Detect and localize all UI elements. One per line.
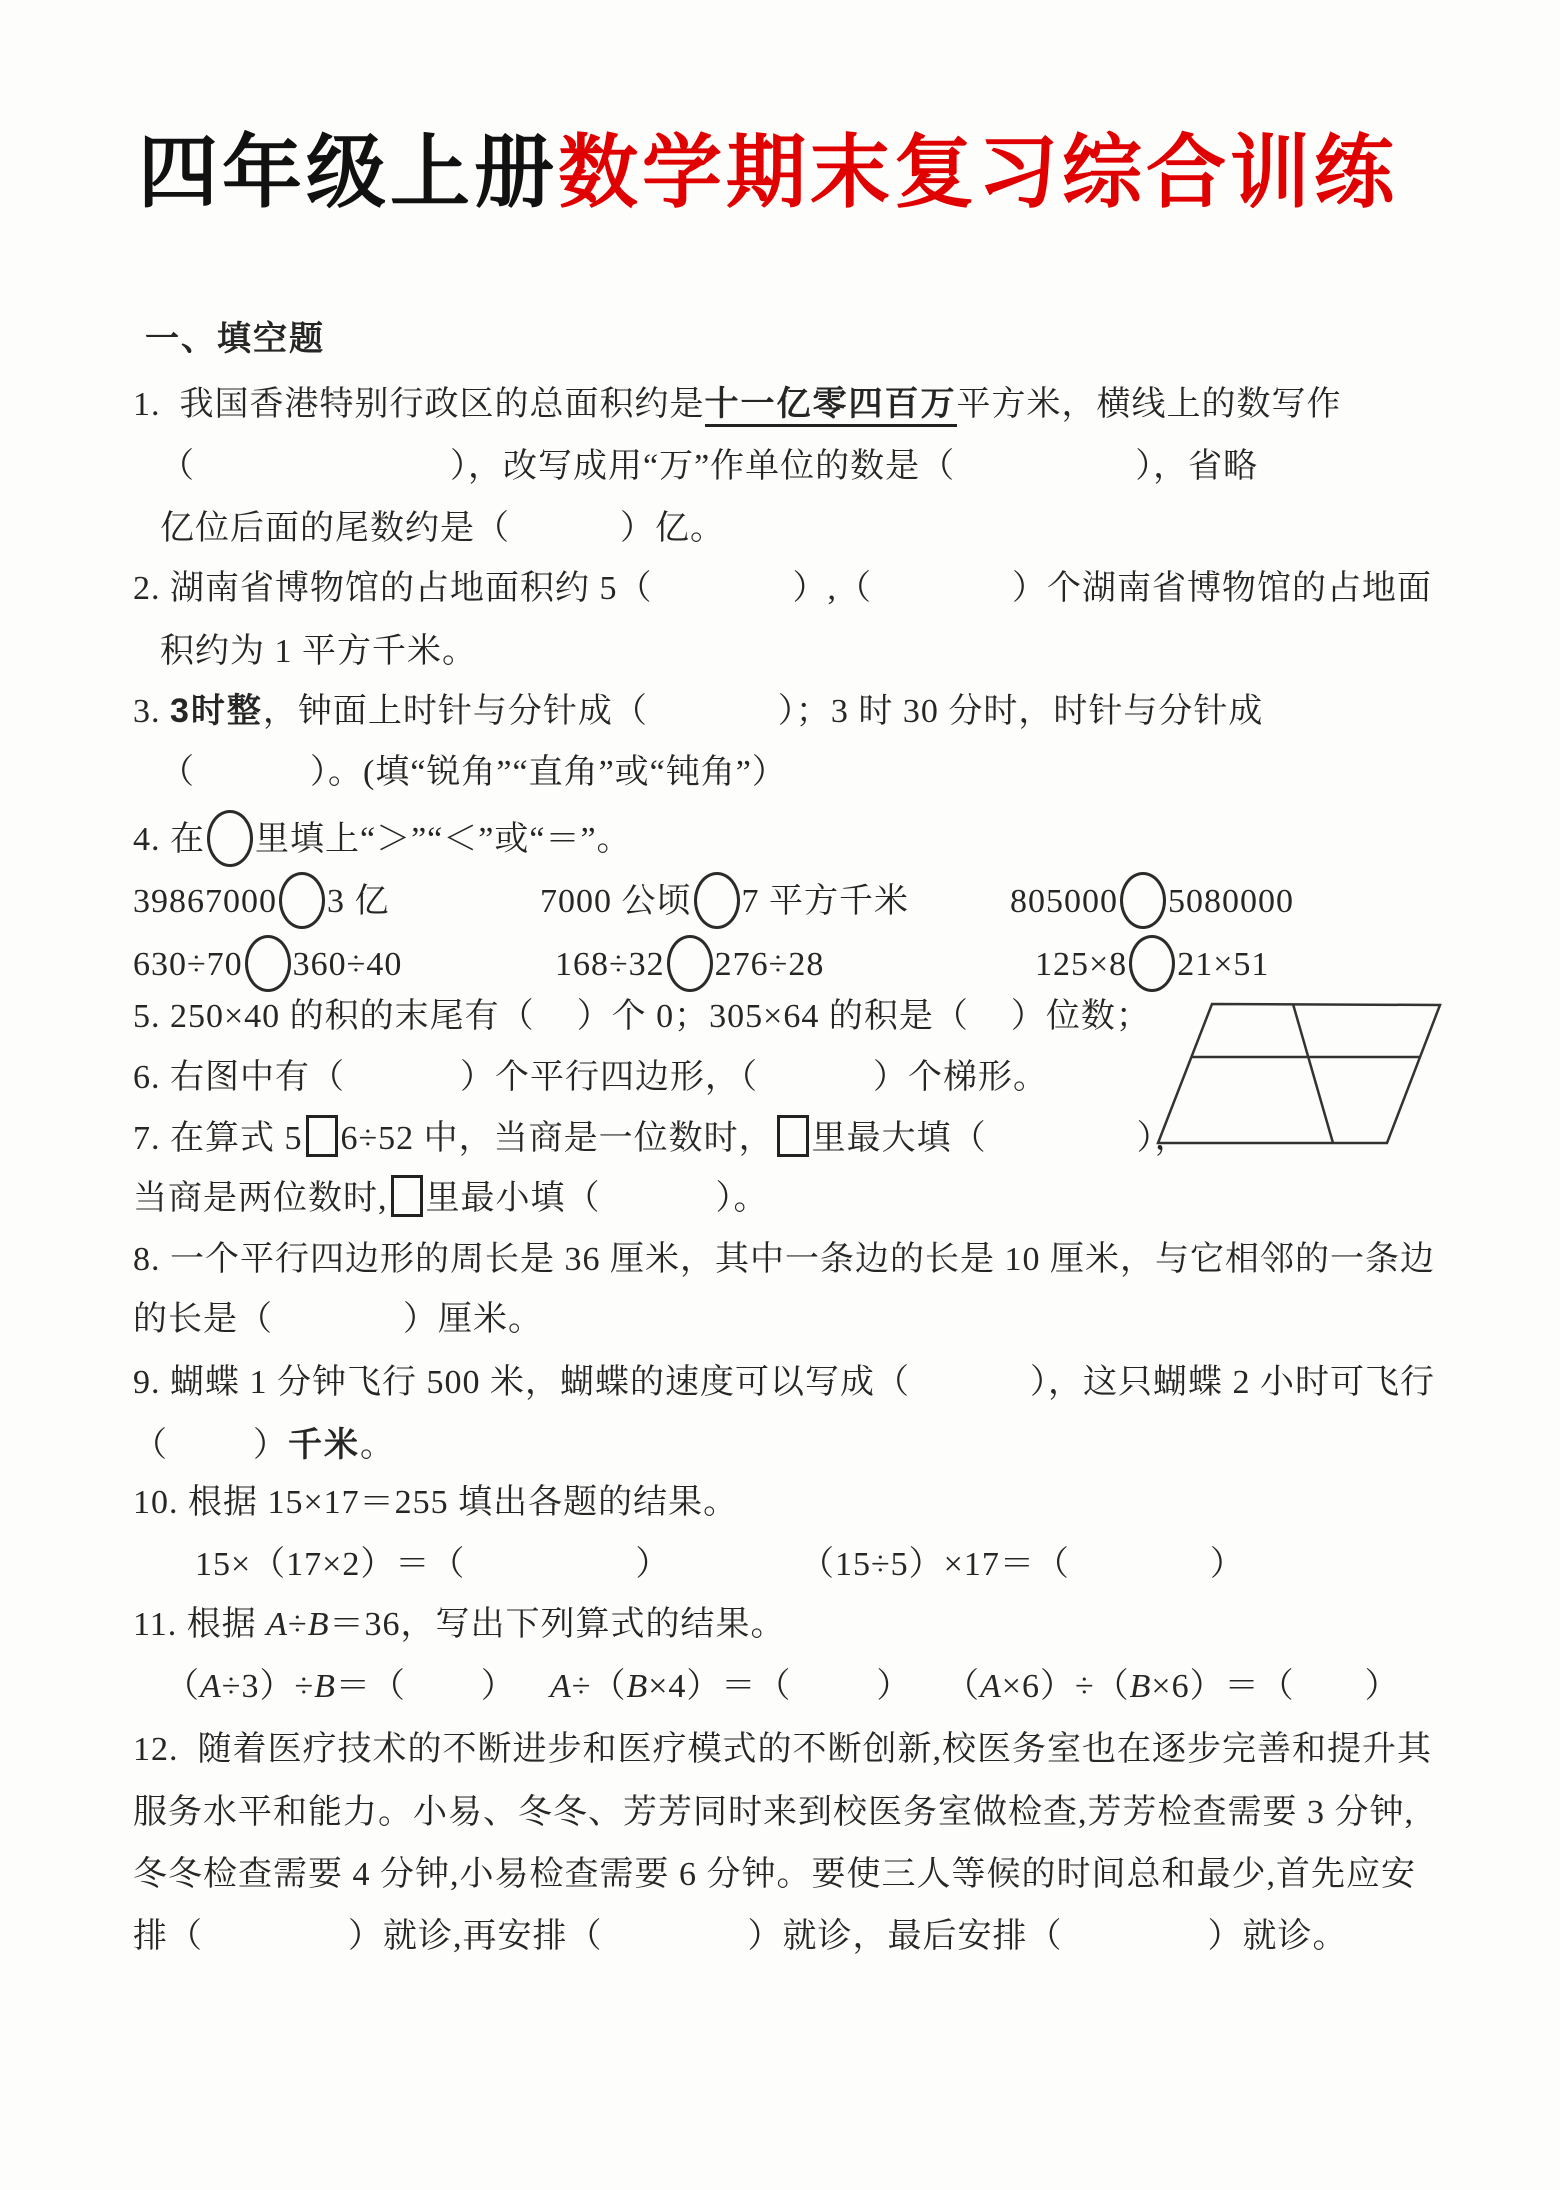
bold-text-run: 一、填空题 (145, 320, 325, 358)
worksheet-line (0, 1852, 1560, 1898)
line-part (133, 1790, 1414, 1836)
text-run: （15÷5）×17＝（ (800, 1546, 1070, 1583)
comparison-circle (667, 935, 713, 992)
line-part (133, 566, 1432, 612)
text-run: ） (876, 1668, 912, 1705)
text-run: ）个梯形。 (873, 1059, 1048, 1096)
worksheet-line (0, 810, 1560, 856)
text-run: ）个平行四边形，（ (460, 1059, 758, 1096)
text-run: ） (1364, 1668, 1400, 1705)
text-run: 7. 在算式 5 (133, 1120, 303, 1157)
text-run: 服务水平和能力。小易、冬冬、芳芳同时来到校医务室做检查,芳芳检查需要 3 分钟, (133, 1794, 1414, 1831)
text-run: 4. 在 (133, 821, 205, 858)
text-run: ） (635, 1546, 671, 1583)
line-part (133, 381, 1342, 428)
text-run: ）个 0；305×64 的积是（ (576, 998, 969, 1035)
line-part (133, 1480, 738, 1526)
comparison-circle (694, 872, 740, 929)
italic-variable-run: B (314, 1668, 336, 1705)
fill-box (391, 1175, 423, 1217)
text-run: 168÷32 (555, 946, 665, 983)
text-run: ） (253, 1427, 288, 1464)
answer-blank (648, 721, 778, 722)
answer-blank (601, 1208, 716, 1209)
answer-blank (603, 1946, 748, 1947)
answer-blank (1063, 1946, 1208, 1947)
text-run: ，钟面上时针与分针成（ (262, 693, 648, 730)
italic-variable-run: B (626, 1668, 649, 1705)
line-part (540, 872, 909, 929)
comparison-circle (207, 810, 253, 867)
worksheet-line (0, 566, 1560, 612)
text-run: ＝（ (335, 1668, 406, 1705)
worksheet-line (0, 1727, 1560, 1773)
line-part (133, 1422, 395, 1469)
text-run: ×6）＝（ (1151, 1668, 1295, 1705)
comparison-circle (279, 872, 325, 929)
text-run: （ (165, 1668, 200, 1705)
line-part (555, 935, 824, 992)
answer-blank (195, 782, 310, 783)
line-part (1035, 935, 1269, 992)
answer-blank (955, 476, 1135, 477)
text-run: 。 (360, 1427, 395, 1464)
text-run: 当商是两位数时, (133, 1180, 388, 1217)
comparison-circle (245, 935, 291, 992)
answer-blank (510, 538, 620, 539)
text-run: 里填上“＞”“＜”或“＝”。 (255, 821, 632, 858)
text-run: ）。 (715, 1180, 769, 1217)
line-part (133, 1914, 1348, 1960)
text-run: 125×8 (1035, 946, 1128, 983)
worksheet-line (0, 935, 1560, 981)
worksheet-line (0, 1602, 1560, 1648)
text-run: 积约为 1 平方千米。 (160, 633, 477, 670)
answer-blank (1070, 1574, 1210, 1575)
answer-blank (910, 1392, 1030, 1393)
worksheet-line (0, 316, 1560, 362)
comparison-circle (1129, 935, 1175, 992)
worksheet-line (0, 444, 1560, 490)
text-run: ÷（ (571, 1668, 627, 1705)
line-part (133, 1175, 769, 1222)
answer-blank (273, 1329, 403, 1330)
text-run: 3. (133, 693, 170, 730)
line-part (160, 629, 477, 675)
text-run: 8. 一个平行四边形的周长是 36 厘米，其中一条边的长是 10 厘米，与它相邻的一条边 (133, 1241, 1435, 1278)
line-part (160, 444, 1258, 490)
line-part (133, 810, 632, 867)
worksheet-line (0, 750, 1560, 796)
worksheet-line (0, 381, 1560, 427)
text-run: 9. 蝴蝶 1 分钟飞行 500 米，蝴蝶的速度可以写成（ (133, 1364, 910, 1401)
line-part (145, 316, 325, 363)
italic-variable-run: B (1129, 1668, 1152, 1705)
italic-variable-run: A (200, 1668, 222, 1705)
title-grade-part: 四年级上册 (138, 128, 558, 217)
text-run: ÷3）÷ (221, 1668, 315, 1705)
text-run: 2. 湖南省博物馆的占地面积约 5（ (133, 570, 653, 607)
text-run: 排（ (133, 1918, 203, 1955)
answer-blank (987, 1148, 1137, 1149)
line-part (165, 1664, 516, 1710)
figure-divider-line (1293, 1004, 1333, 1143)
text-run: ） (480, 1668, 516, 1705)
fill-box (306, 1115, 338, 1157)
line-part (133, 1055, 1048, 1101)
text-run: ）就诊，最后安排（ (747, 1918, 1063, 1955)
answer-blank (535, 1026, 577, 1027)
text-run: ）个湖南省博物馆的占地面 (1012, 570, 1432, 607)
parallelogram-svg (1150, 985, 1450, 1155)
text-run: ×4）＝（ (648, 1668, 792, 1705)
answer-blank (465, 1574, 635, 1575)
line-part (945, 1664, 1400, 1710)
text-run: 11. 根据 (133, 1606, 267, 1643)
answer-blank (168, 1455, 253, 1456)
answer-blank (1295, 1696, 1365, 1697)
text-run: 7000 公顷 (540, 883, 692, 920)
text-run: 的长是（ (133, 1301, 273, 1338)
worksheet-line (0, 1422, 1560, 1468)
bold-underlined-run: 十一亿零四百万 (705, 385, 957, 427)
worksheet-line (0, 629, 1560, 675)
worksheet-line (0, 1237, 1560, 1283)
text-run: 21×51 (1177, 946, 1270, 983)
text-run: 亿位后面的尾数约是（ (160, 510, 510, 547)
text-run: 5. 250×40 的积的末尾有（ (133, 998, 535, 1035)
fill-box (777, 1115, 809, 1157)
italic-variable-run: A (266, 1606, 289, 1643)
line-part (133, 1360, 1435, 1406)
text-run: ），这只蝴蝶 2 小时可飞行 (1030, 1364, 1435, 1401)
text-run: 1. 我国香港特别行政区的总面积约是 (133, 386, 705, 423)
text-run: 360÷40 (292, 946, 403, 983)
title-subject-part: 数学期末复习综合训练 (558, 128, 1398, 217)
text-run: ）就诊,再安排（ (348, 1918, 603, 1955)
worksheet-line (0, 1664, 1560, 1710)
italic-variable-run: A (550, 1668, 572, 1705)
text-run: 39867000 (133, 883, 277, 920)
line-part (160, 750, 787, 796)
answer-blank (406, 1696, 481, 1697)
text-run: 里最小填（ (425, 1180, 601, 1217)
line-part (133, 1297, 543, 1343)
line-part (1010, 872, 1294, 929)
text-run: ÷ (288, 1606, 308, 1643)
text-run: 里最大填（ (811, 1120, 987, 1157)
line-part (800, 1542, 1245, 1588)
worksheet-line (0, 1175, 1560, 1221)
worksheet-line (0, 1790, 1560, 1836)
bold-text-run: 3时整 (170, 692, 263, 730)
line-part (550, 1664, 911, 1710)
text-run: 276÷28 (714, 946, 825, 983)
line-part (133, 1852, 1416, 1898)
text-run: 3 亿 (327, 883, 390, 920)
worksheet-line (0, 1480, 1560, 1526)
answer-blank (758, 1087, 873, 1088)
line-part (133, 1602, 785, 1648)
line-part (133, 872, 390, 929)
worksheet-line (0, 1914, 1560, 1960)
text-run: ）亿。 (620, 510, 725, 547)
answer-blank (872, 598, 1012, 599)
text-run: 805000 (1010, 883, 1118, 920)
text-run: ）。(填“锐角”“直角”或“钝角”） (310, 754, 787, 791)
text-run: （ (160, 754, 195, 791)
text-run: ＝36，写出下列算式的结果。 (329, 1606, 786, 1643)
line-part (133, 688, 1263, 735)
line-part (160, 506, 725, 552)
text-run: ）厘米。 (403, 1301, 543, 1338)
line-part (133, 1237, 1435, 1283)
worksheet-line (0, 1542, 1560, 1588)
text-run: ×6）÷（ (1001, 1668, 1130, 1705)
text-run: ）,（ (792, 570, 872, 607)
answer-blank (345, 1087, 460, 1088)
text-run: （ (160, 448, 195, 485)
worksheet-line (0, 1360, 1560, 1406)
text-run: ）， (1136, 1120, 1190, 1157)
line-part (133, 1115, 1190, 1162)
text-run: （ (945, 1668, 980, 1705)
text-run: 平方米，横线上的数写作 (956, 386, 1342, 423)
text-run: ） (1209, 1546, 1245, 1583)
text-run: 6÷52 中，当商是一位数时， (340, 1120, 774, 1157)
text-run: 7 平方千米 (741, 883, 909, 920)
text-run: 630÷70 (133, 946, 243, 983)
answer-blank (653, 598, 793, 599)
answer-blank (791, 1696, 876, 1697)
line-part (133, 935, 402, 992)
line-part (195, 1542, 670, 1588)
text-run: ），省略 (1135, 448, 1259, 485)
text-run: ）；3 时 30 分时，时针与分针成 (777, 693, 1264, 730)
text-run: ）就诊。 (1207, 1918, 1348, 1955)
page-title (138, 126, 1398, 220)
text-run: （ (133, 1427, 168, 1464)
text-run: 冬冬检查需要 4 分钟,小易检查需要 6 分钟。要使三人等候的时间总和最少,首先应安 (133, 1856, 1416, 1893)
worksheet-line (0, 872, 1560, 918)
line-part (133, 994, 1151, 1040)
answer-blank (203, 1946, 348, 1947)
text-run: 10. 根据 15×17＝255 填出各题的结果。 (133, 1484, 739, 1521)
worksheet-line (0, 688, 1560, 734)
italic-variable-run: B (307, 1606, 330, 1643)
text-run: ）位数； (1010, 998, 1151, 1035)
text-run: 15×（17×2）＝（ (195, 1546, 466, 1583)
bold-text-run: 千米 (288, 1426, 360, 1464)
parallelogram-figure (1150, 985, 1450, 1155)
line-part (133, 1727, 1432, 1773)
text-run: 5080000 (1168, 883, 1294, 920)
comparison-circle (1120, 872, 1166, 929)
text-run: 6. 右图中有（ (133, 1059, 345, 1096)
italic-variable-run: A (980, 1668, 1002, 1705)
worksheet-line (0, 1297, 1560, 1343)
text-run: 12. 随着医疗技术的不断进步和医疗模式的不断创新,校医务室也在逐步完善和提升其 (133, 1731, 1432, 1768)
answer-blank (969, 1026, 1011, 1027)
worksheet-line (0, 506, 1560, 552)
text-run: ），改写成用“万”作单位的数是（ (450, 448, 956, 485)
answer-blank (195, 476, 450, 477)
